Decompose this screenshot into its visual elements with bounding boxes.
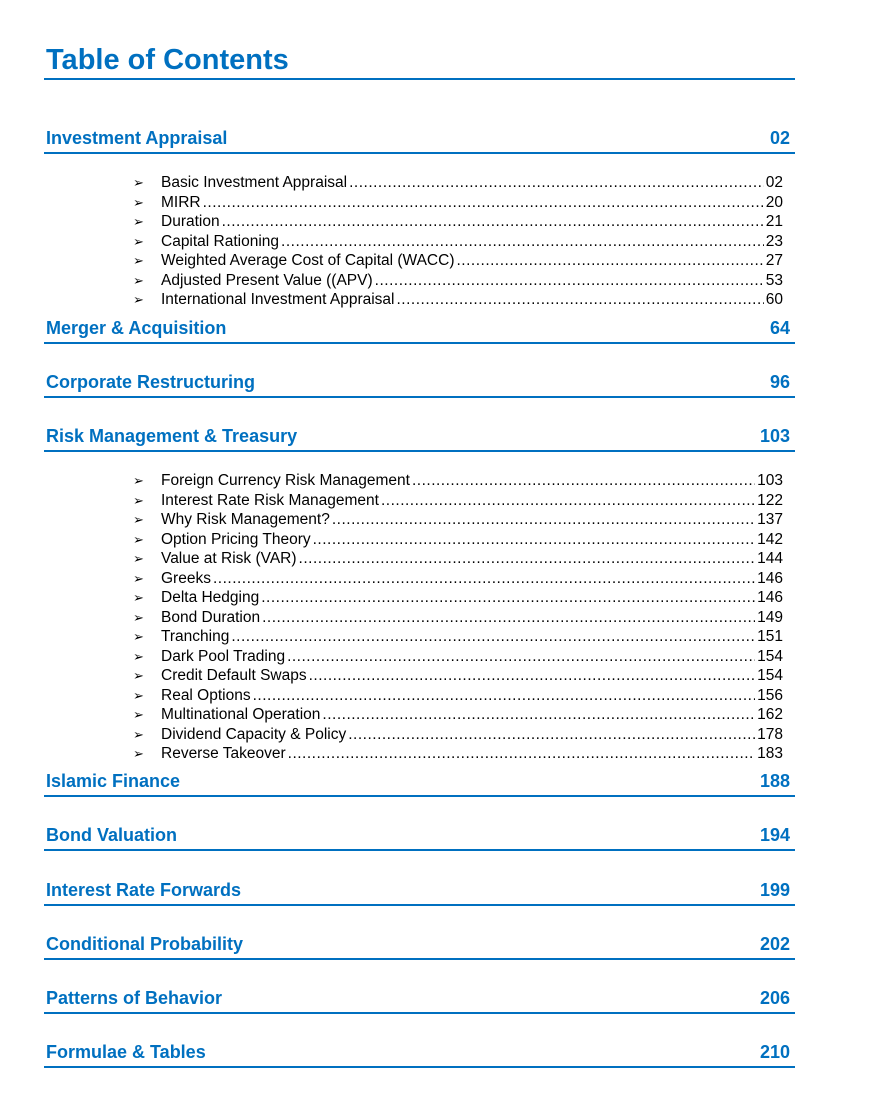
toc-entry-label: Basic Investment Appraisal [161, 174, 348, 191]
toc-entry[interactable] [133, 705, 783, 725]
arrow-bullet-icon: ➢ [133, 292, 144, 307]
toc-entry-page: 103 [757, 472, 783, 489]
arrow-bullet-icon: ➢ [133, 609, 144, 625]
section-page: 206 [759, 988, 790, 1008]
section-title: Interest Rate Forwards [46, 880, 242, 900]
section-page: 103 [759, 426, 790, 446]
toc-entry-page: 183 [757, 745, 783, 762]
section-conditional-probability[interactable] [44, 930, 795, 960]
section-page: 194 [759, 825, 790, 845]
toc-entry-label: Reverse Takeover [161, 745, 286, 762]
arrow-bullet-icon: ➢ [133, 253, 144, 268]
arrow-bullet-icon: ➢ [133, 648, 144, 664]
section-title: Merger & Acquisition [46, 318, 227, 338]
dot-leader [222, 212, 764, 232]
toc-entry-page: 149 [757, 608, 783, 626]
toc-entry[interactable] [133, 627, 783, 647]
toc-entry[interactable] [133, 608, 783, 628]
dot-leader [287, 647, 755, 667]
toc-entry[interactable] [133, 549, 783, 569]
toc-entry-label: Delta Hedging [161, 589, 260, 606]
section-title: Formulae & Tables [46, 1042, 206, 1062]
arrow-bullet-icon: ➢ [133, 590, 144, 605]
toc-entry[interactable] [133, 588, 783, 608]
section-investment-appraisal[interactable] [44, 124, 795, 154]
toc-entry-label: Foreign Currency Risk Management [161, 472, 410, 489]
toc-entry-page: 162 [757, 706, 783, 723]
toc-entry-page: 151 [757, 628, 783, 645]
dot-leader [456, 251, 763, 271]
arrow-bullet-icon: ➢ [133, 473, 144, 488]
toc-entry-label: Value at Risk (VAR) [161, 550, 297, 567]
toc-entry-label: Credit Default Swaps [161, 667, 307, 684]
dot-leader [397, 290, 764, 310]
risk-subitems-list [133, 471, 783, 764]
dot-leader [375, 271, 764, 291]
dot-leader [381, 491, 755, 511]
section-risk-management-treasury[interactable] [44, 422, 795, 452]
toc-entry[interactable] [133, 271, 783, 291]
toc-entry[interactable] [133, 471, 783, 491]
arrow-bullet-icon: ➢ [133, 194, 144, 210]
toc-entry[interactable] [133, 491, 783, 511]
toc-entry-page: 154 [757, 667, 783, 684]
toc-entry-page: 146 [757, 569, 783, 587]
arrow-bullet-icon: ➢ [133, 668, 144, 683]
section-title: Bond Valuation [46, 825, 178, 845]
toc-entry-label: Bond Duration [161, 608, 261, 626]
toc-entry[interactable] [133, 725, 783, 745]
toc-entry-page: 21 [765, 213, 783, 230]
dot-leader [349, 173, 764, 193]
toc-entry[interactable] [133, 686, 783, 706]
toc-entry-page: 154 [757, 647, 783, 665]
section-merger-acquisition[interactable] [44, 314, 795, 344]
section-formulae-tables[interactable] [44, 1038, 795, 1068]
arrow-bullet-icon: ➢ [133, 272, 144, 288]
section-patterns-of-behavior[interactable] [44, 984, 795, 1014]
arrow-bullet-icon: ➢ [133, 629, 144, 644]
toc-entry-label: Real Options [161, 686, 251, 704]
section-islamic-finance[interactable] [44, 767, 795, 797]
page-title: Table of Contents [46, 44, 289, 76]
toc-entry-label: Dividend Capacity & Policy [161, 725, 347, 743]
toc-entry[interactable] [133, 569, 783, 589]
toc-entry-label: International Investment Appraisal [161, 291, 395, 308]
section-page: 210 [759, 1042, 790, 1062]
toc-entry-page: 23 [765, 232, 783, 250]
dot-leader [348, 725, 755, 745]
arrow-bullet-icon: ➢ [133, 531, 144, 547]
toc-entry-label: Why Risk Management? [161, 511, 330, 528]
dot-leader [332, 510, 755, 530]
toc-entry[interactable] [133, 212, 783, 232]
section-title: Islamic Finance [46, 771, 181, 791]
section-interest-rate-forwards[interactable] [44, 876, 795, 906]
dot-leader [213, 569, 755, 589]
section-page: 64 [769, 318, 790, 338]
toc-entry-page: 178 [757, 725, 783, 743]
section-title: Risk Management & Treasury [46, 426, 298, 446]
toc-entry[interactable] [133, 193, 783, 213]
arrow-bullet-icon: ➢ [133, 214, 144, 229]
toc-entry[interactable] [133, 666, 783, 686]
arrow-bullet-icon: ➢ [133, 233, 144, 249]
arrow-bullet-icon: ➢ [133, 707, 144, 722]
toc-entry[interactable] [133, 290, 783, 310]
toc-entry-label: Duration [161, 213, 220, 230]
dot-leader [322, 705, 755, 725]
dot-leader [412, 471, 755, 491]
section-page: 199 [759, 880, 790, 900]
dot-leader [309, 666, 756, 686]
arrow-bullet-icon: ➢ [133, 726, 144, 742]
toc-entry[interactable] [133, 647, 783, 667]
toc-entry-label: Capital Rationing [161, 232, 280, 250]
toc-entry-page: 156 [757, 686, 783, 704]
toc-entry-page: 53 [765, 271, 783, 289]
arrow-bullet-icon: ➢ [133, 687, 144, 703]
toc-entry-page: 27 [765, 252, 783, 269]
toc-entry-page: 146 [757, 589, 783, 606]
toc-entry[interactable] [133, 173, 783, 193]
toc-entry-page: 20 [765, 193, 783, 211]
section-page: 188 [759, 771, 790, 791]
toc-entry-page: 137 [757, 511, 783, 528]
toc-entry-label: MIRR [161, 193, 201, 211]
toc-entry[interactable] [133, 251, 783, 271]
section-page: 202 [759, 934, 790, 954]
toc-entry-label: Weighted Average Cost of Capital (WACC) [161, 252, 455, 269]
section-title: Patterns of Behavior [46, 988, 223, 1008]
dot-leader [262, 608, 755, 628]
section-page: 02 [769, 128, 790, 148]
toc-entry[interactable] [133, 744, 783, 764]
toc-entry-page: 60 [765, 291, 783, 308]
dot-leader [231, 627, 755, 647]
section-corporate-restructuring[interactable] [44, 368, 795, 398]
dot-leader [299, 549, 756, 569]
dot-leader [288, 744, 755, 764]
toc-entry-label: Adjusted Present Value ((APV) [161, 271, 373, 289]
title-rule [44, 78, 795, 80]
toc-entry[interactable] [133, 530, 783, 550]
section-title: Investment Appraisal [46, 128, 228, 148]
investment-subitems-list [133, 173, 783, 310]
toc-entry-page: 144 [757, 550, 783, 567]
toc-entry[interactable] [133, 232, 783, 252]
toc-entry-label: Option Pricing Theory [161, 530, 311, 548]
toc-entry-label: Multinational Operation [161, 706, 321, 723]
arrow-bullet-icon: ➢ [133, 746, 144, 761]
arrow-bullet-icon: ➢ [133, 492, 144, 508]
section-title: Conditional Probability [46, 934, 243, 954]
toc-entry-label: Interest Rate Risk Management [161, 491, 379, 509]
arrow-bullet-icon: ➢ [133, 512, 144, 527]
dot-leader [203, 193, 764, 213]
toc-entry-page: 142 [757, 530, 783, 548]
dot-leader [281, 232, 764, 252]
toc-entry-page: 122 [757, 491, 783, 509]
toc-entry-page: 02 [765, 174, 783, 191]
toc-entry[interactable] [133, 510, 783, 530]
arrow-bullet-icon: ➢ [133, 175, 144, 190]
arrow-bullet-icon: ➢ [133, 570, 144, 586]
section-title: Corporate Restructuring [46, 372, 256, 392]
dot-leader [261, 588, 755, 608]
arrow-bullet-icon: ➢ [133, 551, 144, 566]
toc-entry-label: Tranching [161, 628, 230, 645]
section-bond-valuation[interactable] [44, 821, 795, 851]
section-page: 96 [769, 372, 790, 392]
toc-entry-label: Greeks [161, 569, 211, 587]
dot-leader [313, 530, 756, 550]
toc-entry-label: Dark Pool Trading [161, 647, 286, 665]
dot-leader [253, 686, 756, 706]
